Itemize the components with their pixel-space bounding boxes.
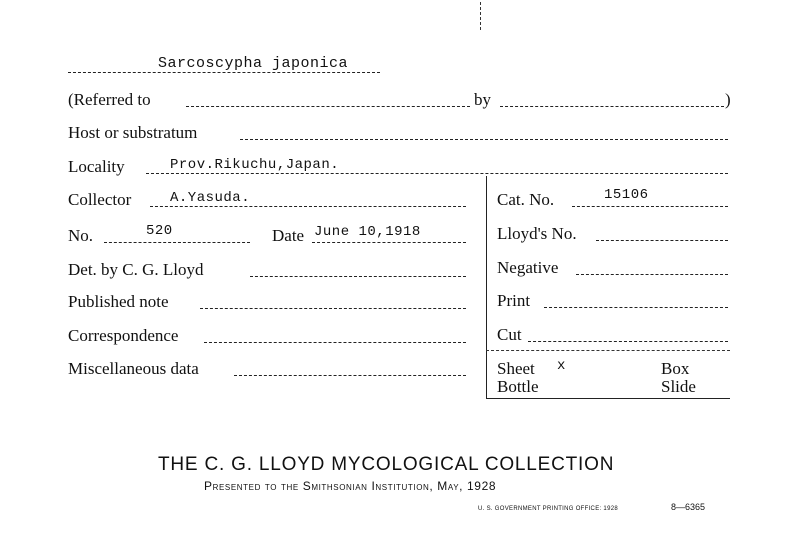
- referred-line: [186, 106, 470, 107]
- close-paren: ): [725, 90, 731, 109]
- negative-line: [576, 274, 728, 275]
- collection-title: THE C. G. LLOYD MYCOLOGICAL COLLECTION: [158, 454, 615, 475]
- catalog-box-bottom: [486, 398, 730, 399]
- number-line: [104, 242, 250, 243]
- cat-number-label: Cat. No.: [497, 190, 555, 209]
- lloyds-number-label: Lloyd's No.: [497, 224, 577, 243]
- cat-number-line: [572, 206, 728, 207]
- bottle-label: Bottle: [497, 377, 539, 396]
- misc-line: [234, 375, 466, 376]
- print-label: Print: [497, 291, 531, 310]
- det-label: Det. by C. G. Lloyd: [68, 260, 204, 279]
- number-label: No.: [68, 226, 94, 245]
- sheet-checkmark: x: [557, 358, 566, 374]
- cut-line: [528, 341, 728, 342]
- date-label: Date: [272, 226, 305, 245]
- host-line: [240, 139, 728, 140]
- slide-label: Slide: [661, 377, 696, 396]
- date-value: June 10,1918: [314, 224, 421, 240]
- form-code: 8—6365: [671, 502, 706, 512]
- locality-label: Locality: [68, 157, 125, 176]
- collection-subtitle: Presented to the Smithsonian Institution, May, 1928: [204, 479, 497, 493]
- printing-office: U. S. GOVERNMENT PRINTING OFFICE: 1928: [478, 506, 618, 512]
- host-label: Host or substratum: [68, 123, 198, 142]
- catalog-box-divider: [486, 350, 730, 351]
- published-label: Published note: [68, 292, 169, 311]
- box-label: Box: [661, 359, 690, 378]
- by-line: [500, 106, 724, 107]
- collector-value: A.Yasuda.: [170, 190, 251, 206]
- top-perforation: [480, 2, 481, 30]
- referred-label: (Referred to: [68, 90, 151, 109]
- published-line: [200, 308, 466, 309]
- print-line: [544, 307, 728, 308]
- negative-label: Negative: [497, 258, 559, 277]
- by-label: by: [474, 90, 491, 109]
- misc-label: Miscellaneous data: [68, 359, 199, 378]
- collector-label: Collector: [68, 190, 132, 209]
- lloyds-number-line: [596, 240, 728, 241]
- locality-value: Prov.Rikuchu,Japan.: [170, 157, 340, 173]
- cut-label: Cut: [497, 325, 522, 344]
- species-name: Sarcoscypha japonica: [158, 55, 349, 72]
- sheet-label: Sheet: [497, 359, 535, 378]
- date-line: [312, 242, 466, 243]
- det-line: [250, 276, 466, 277]
- number-value: 520: [146, 223, 173, 239]
- correspondence-label: Correspondence: [68, 326, 179, 345]
- cat-number-value: 15106: [604, 187, 649, 203]
- correspondence-line: [204, 342, 466, 343]
- catalog-box-border: [486, 176, 487, 398]
